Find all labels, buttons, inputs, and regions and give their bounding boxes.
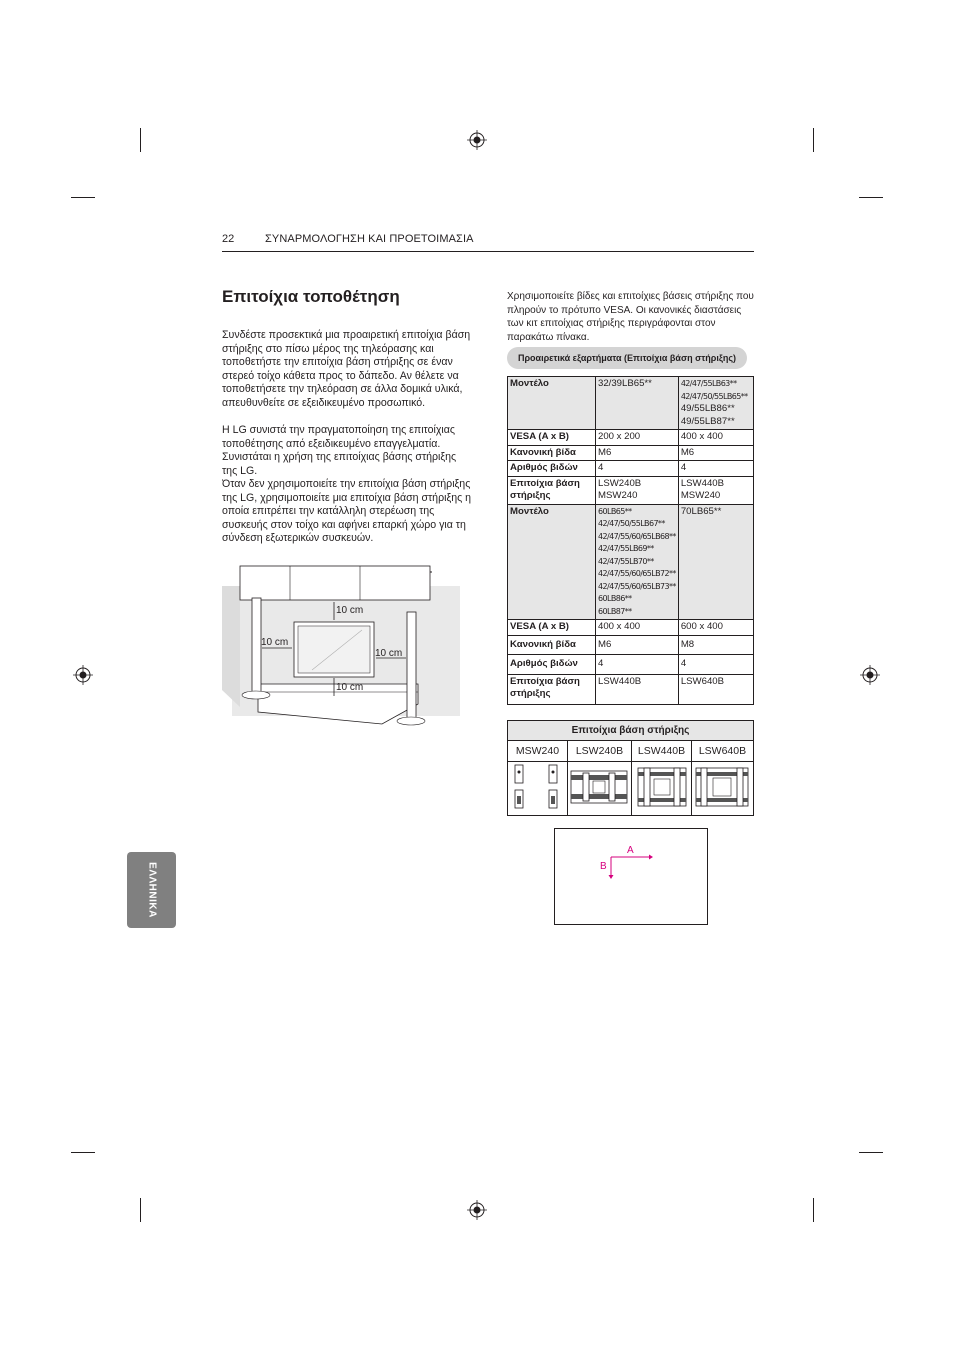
cell-line: LSW640B [680,675,725,687]
model-line-small: 42/47/55/60/65LB73** [598,581,676,591]
model-list-small [681,378,751,403]
intro-text: Χρησιμοποιείτε βίδες και επιτοίχιες βάσεις στήριξης που πληρούν το πρότυπο VESA. Οι κανονικές διαστάσεις των κιτ επιτοίχιας στήριξης περιγράφονται στον παρακάτω πίνακα. [507,291,754,343]
bracket-list [681,478,751,503]
crop-mark [813,1198,814,1222]
table-row [508,476,754,504]
msw240-bracket-icon [509,762,565,812]
clearance-label-top: 10 cm [336,605,364,616]
registration-mark-icon [860,665,880,685]
model-cell [678,377,753,430]
model-line-small: 60LB87** [598,606,632,616]
table-cell: 400 x 400 [678,430,753,446]
model-cell [596,377,679,430]
cell-line: 32/39LB65** [598,378,652,389]
registration-mark-icon [467,130,487,150]
bracket-image [567,762,631,816]
model-line-small: 42/47/55LB69** [598,544,654,553]
cell-line: LSW440B [680,477,725,489]
table-cell: 200 x 200 [596,430,679,446]
table-cell [596,674,679,704]
body-paragraph: Όταν δεν χρησιμοποιείτε την επιτοίχια βάση στήριξης της LG, χρησιμοποιείτε μια επιτοίχια βάση στήριξης η οποία επιτρέπει την κατάλληλη στερέωση της συσκευής στον τοίχο και αφήνει επαρκή χώρο για τη σύνδεση εξωτερικών συσκευών. [222,478,472,544]
table-cell [678,674,753,704]
model-line-small: 60LB65** [598,506,632,516]
row-label-vesa: VESA (A x B) [508,620,596,636]
vesa-dimension-diagram [554,828,708,925]
page-heading: Επιτοίχια τοποθέτηση [222,287,400,306]
crop-mark [859,1152,883,1153]
row-label-screw: Κανονική βίδα [508,635,596,655]
table-row [508,635,754,655]
header-rule [222,251,754,252]
crop-mark [140,1198,141,1222]
table-cell: 4 [596,655,679,675]
row-label-bracket: Επιτοίχια βάση στήριξης [508,476,596,504]
table-cell: 400 x 400 [596,620,679,636]
table-cell: 600 x 400 [678,620,753,636]
row-label-count: Αριθμός βιδών [508,461,596,477]
vesa-label-a: A [627,845,634,856]
row-label-screw: Κανονική βίδα [508,445,596,461]
model-line-small: 42/47/55/60/65LB68** [598,531,676,541]
table-row [508,445,754,461]
table-row [508,430,754,446]
registration-mark-icon [467,1200,487,1220]
table-cell [678,476,753,504]
model-list [598,378,676,391]
row-label-model: Μοντέλο [508,504,596,620]
table-row [508,620,754,636]
crop-mark [859,197,883,198]
body-paragraph: Συνιστάται η χρήση της επιτοίχιας βάσης στήριξης της LG. [222,451,457,477]
table-row [508,721,754,741]
lsw440b-bracket-icon [634,764,690,810]
wall-bracket-table [507,720,754,816]
crop-mark [71,197,95,198]
table-row [508,674,754,704]
model-line-small: 42/47/55LB63** [680,379,737,388]
clearance-label-left: 10 cm [261,637,289,648]
row-label-vesa: VESA (A x B) [508,430,596,446]
section-title: ΣΥΝΑΡΜΟΛΟΓΗΣΗ ΚΑΙ ΠΡΟΕΤΟΙΜΑΣΙΑ [265,233,474,245]
bracket-list [598,676,676,689]
accessories-label: Προαιρετικά εξαρτήματα (Επιτοίχια βάση στήριξης) [507,347,747,369]
cell-line: 70LB65** [680,505,722,517]
cell-line: LSW240B [598,477,642,489]
language-tab-label: ΕΛΛΗΝΙΚΑ [146,862,157,918]
vesa-dimension-arrows [555,829,707,924]
cell-line: MSW240 [680,490,721,501]
model-line-small: 42/47/55/60/65LB72** [598,569,676,578]
table-row [508,504,754,620]
table-cell: M8 [678,635,753,655]
table-cell [596,476,679,504]
crop-mark [71,1152,95,1153]
body-paragraph: Η LG συνιστά την πραγματοποίηση της επιτοίχιας τοποθέτησης από εξειδικευμένο επαγγελματία. [222,424,455,450]
bracket-name: LSW240B [567,741,631,762]
model-line-small: 42/47/55LB70** [598,556,654,566]
table-row [508,655,754,675]
page-number: 22 [222,233,235,245]
vesa-spec-table [507,376,754,705]
bracket-name: LSW640B [691,741,753,762]
table-cell: 4 [678,461,753,477]
table-cell: M6 [596,635,679,655]
table-cell: 4 [596,461,679,477]
table-cell: M6 [678,445,753,461]
bracket-name: LSW440B [632,741,692,762]
model-cell [678,504,753,620]
table-cell: 4 [678,655,753,675]
crop-mark [813,128,814,152]
cell-line: MSW240 [598,490,638,501]
bracket-list [681,676,751,689]
language-tab [127,852,176,928]
bracket-name: MSW240 [508,741,568,762]
bracket-image [632,762,692,816]
wall-bracket-title: Επιτοίχια βάση στήριξης [508,721,754,741]
model-list [681,506,751,519]
table-row [508,741,754,762]
row-label-bracket: Επιτοίχια βάση στήριξης [508,674,596,704]
model-line-small: 42/47/50/55LB65** [680,391,748,401]
table-row [508,377,754,430]
model-list [681,403,751,428]
crop-mark [140,128,141,152]
lsw240b-bracket-icon [569,765,629,809]
bracket-image [691,762,753,816]
clearance-label-right: 10 cm [375,648,403,659]
wall-mount-clearance-illustration [222,562,462,732]
model-line-small: 60LB86** [598,594,632,603]
table-row [508,762,754,816]
bracket-list [598,478,676,503]
cell-line: LSW440B [598,675,642,687]
row-label-count: Αριθμός βιδών [508,655,596,675]
model-list-small [598,506,676,619]
body-paragraph: Συνδέστε προσεκτικά μια προαιρετική επιτοίχια βάση στήριξης στο πίσω μέρος της τηλεόρασης και τοποθετήστε την επιτοίχια βάση στήριξης σε έναν στερεό τοίχο κάθετα προς το δάπεδο. Αν θέλετε να τοποθετήσετε την τηλεόραση σε άλλα δομικά υλικά, απευθυνθείτε σε εξειδικευμένο προσωπικό. [222,329,471,409]
model-cell [596,504,679,620]
clearance-label-bottom: 10 cm [336,682,364,693]
vesa-label-b: B [600,861,607,872]
lsw640b-bracket-icon [693,764,751,810]
table-cell: M6 [596,445,679,461]
bracket-image [508,762,568,816]
cell-line: 49/55LB86** [680,403,735,414]
table-row [508,461,754,477]
row-label-model: Μοντέλο [508,377,596,430]
cell-line: 49/55LB87** [680,415,735,427]
registration-mark-icon [73,665,93,685]
model-line-small: 42/47/50/55LB67** [598,519,665,528]
